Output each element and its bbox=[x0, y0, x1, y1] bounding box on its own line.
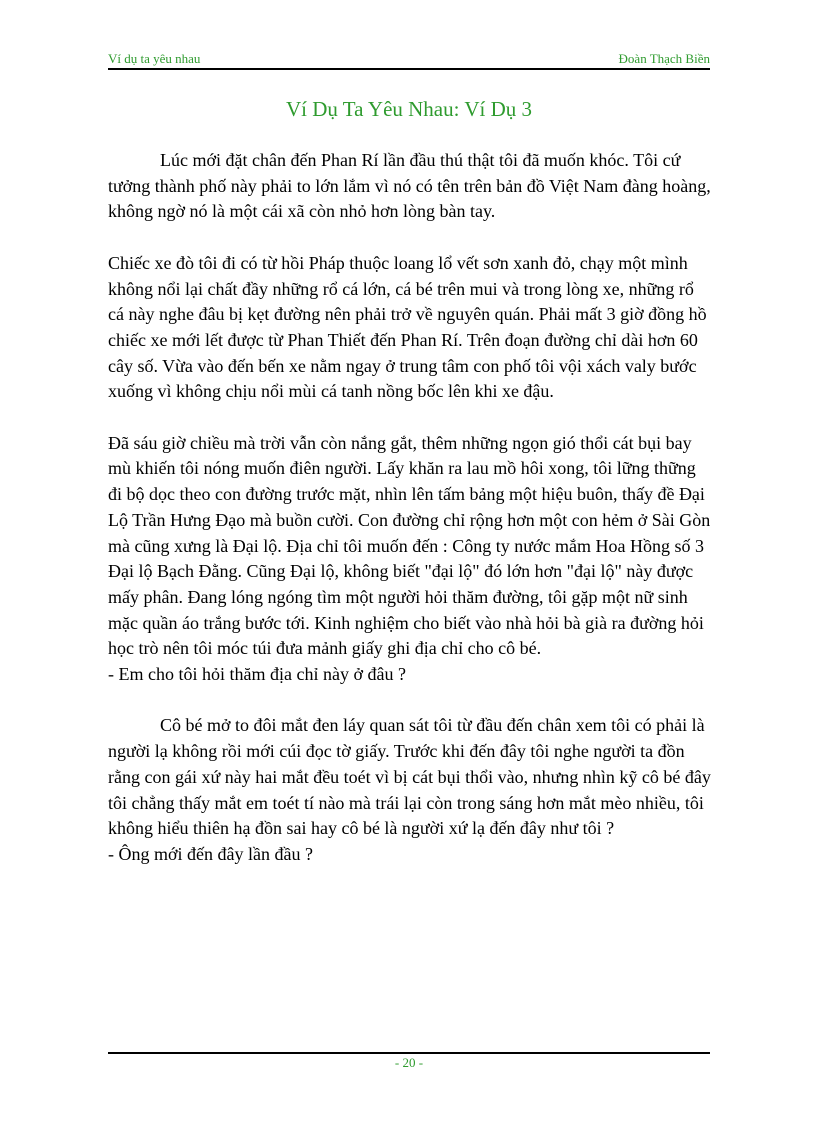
chapter-title: Ví Dụ Ta Yêu Nhau: Ví Dụ 3 bbox=[285, 97, 533, 121]
paragraph-3: Đã sáu giờ chiều mà trời vẫn còn nắng gắt, thêm những ngọn gió thổi cát bụi bay mù khiến tôi nóng muốn điên người. Lấy khăn ra lau mồ hôi xong, tôi lững thững đi bộ dọc theo con đường trước mặt, nhìn lên tấm bảng một hiệu buôn, thấy đề Đại Lộ Trần Hưng Đạo mà buồn cười. Con đường chỉ rộng hơn một con hẻm ở Sài Gòn mà cũng xưng là Đại lộ. Địa chỉ tôi muốn đến : Công ty nước mắm Hoa Hồng số 3 Đại lộ Bạch Đằng. Cũng Đại lộ, không biết "đại lộ" đó lớn hơn "đại lộ" này được mấy phân. Đang lóng ngóng tìm một người hỏi thăm đường, tôi gặp một nữ sinh mặc quần áo trắng bước tới. Kinh nghiệm cho biết vào nhà hỏi bà già ra đường hỏi học trò nên tôi móc túi đưa mảnh giấy ghi địa chỉ cho cô bé. bbox=[108, 432, 711, 659]
body-text bbox=[108, 148, 711, 868]
paragraph-spacer bbox=[108, 405, 711, 431]
header-book-title: Ví dụ ta yêu nhau bbox=[108, 51, 201, 66]
paragraph-spacer bbox=[108, 225, 711, 251]
paragraph-spacer bbox=[108, 688, 711, 714]
paragraph-2: Chiếc xe đò tôi đi có từ hồi Pháp thuộc loang lổ vết sơn xanh đỏ, chạy một mình không nổi lại chất đầy những rổ cá lớn, cá bé trên mui và trong lòng xe, những rổ cá này nghe đâu bị kẹt đường nên phải trở về nguyên quán. Phải mất 3 giờ đồng hồ chiếc xe mới lết được từ Phan Thiết đến Phan Rí. Trên đoạn đường chỉ dài hơn 60 cây số. Vừa vào đến bến xe nằm ngay ở trung tâm con phố tôi vội xách valy bước xuống vì không chịu nổi mùi cá tanh nồng bốc lên khi xe đậu. bbox=[108, 252, 707, 402]
page-number: - 20 - bbox=[394, 1055, 424, 1070]
page-header bbox=[108, 50, 710, 70]
paragraph-1: Lúc mới đặt chân đến Phan Rí lần đầu thú thật tôi đã muốn khóc. Tôi cứ tưởng thành phố này phải to lớn lắm vì nó có tên trên bản đồ Việt Nam đàng hoàng, không ngờ nó là một cái xã còn nhỏ hơn lòng bàn tay. bbox=[108, 150, 711, 222]
dialogue-line-2: - Ông mới đến đây lần đầu ? bbox=[108, 843, 313, 864]
footer-divider bbox=[108, 1052, 710, 1054]
header-author: Đoàn Thạch Biền bbox=[618, 51, 710, 66]
paragraph-4: Cô bé mở to đôi mắt đen láy quan sát tôi từ đầu đến chân xem tôi có phải là người lạ không rồi mới cúi đọc tờ giấy. Trước khi đến đây tôi nghe người ta đồn rằng con gái xứ này hai mắt đều toét vì bị cát bụi thổi vào, nhưng nhìn kỹ cô bé đây tôi chẳng thấy mắt em toét tí nào mà trái lại còn trong sáng hơn mắt mèo nhiều, tôi không hiểu thiên hạ đồn sai hay cô bé là người xứ lạ đến đây như tôi ? bbox=[108, 715, 711, 839]
dialogue-line-1: - Em cho tôi hỏi thăm địa chỉ này ở đâu ? bbox=[108, 664, 406, 685]
